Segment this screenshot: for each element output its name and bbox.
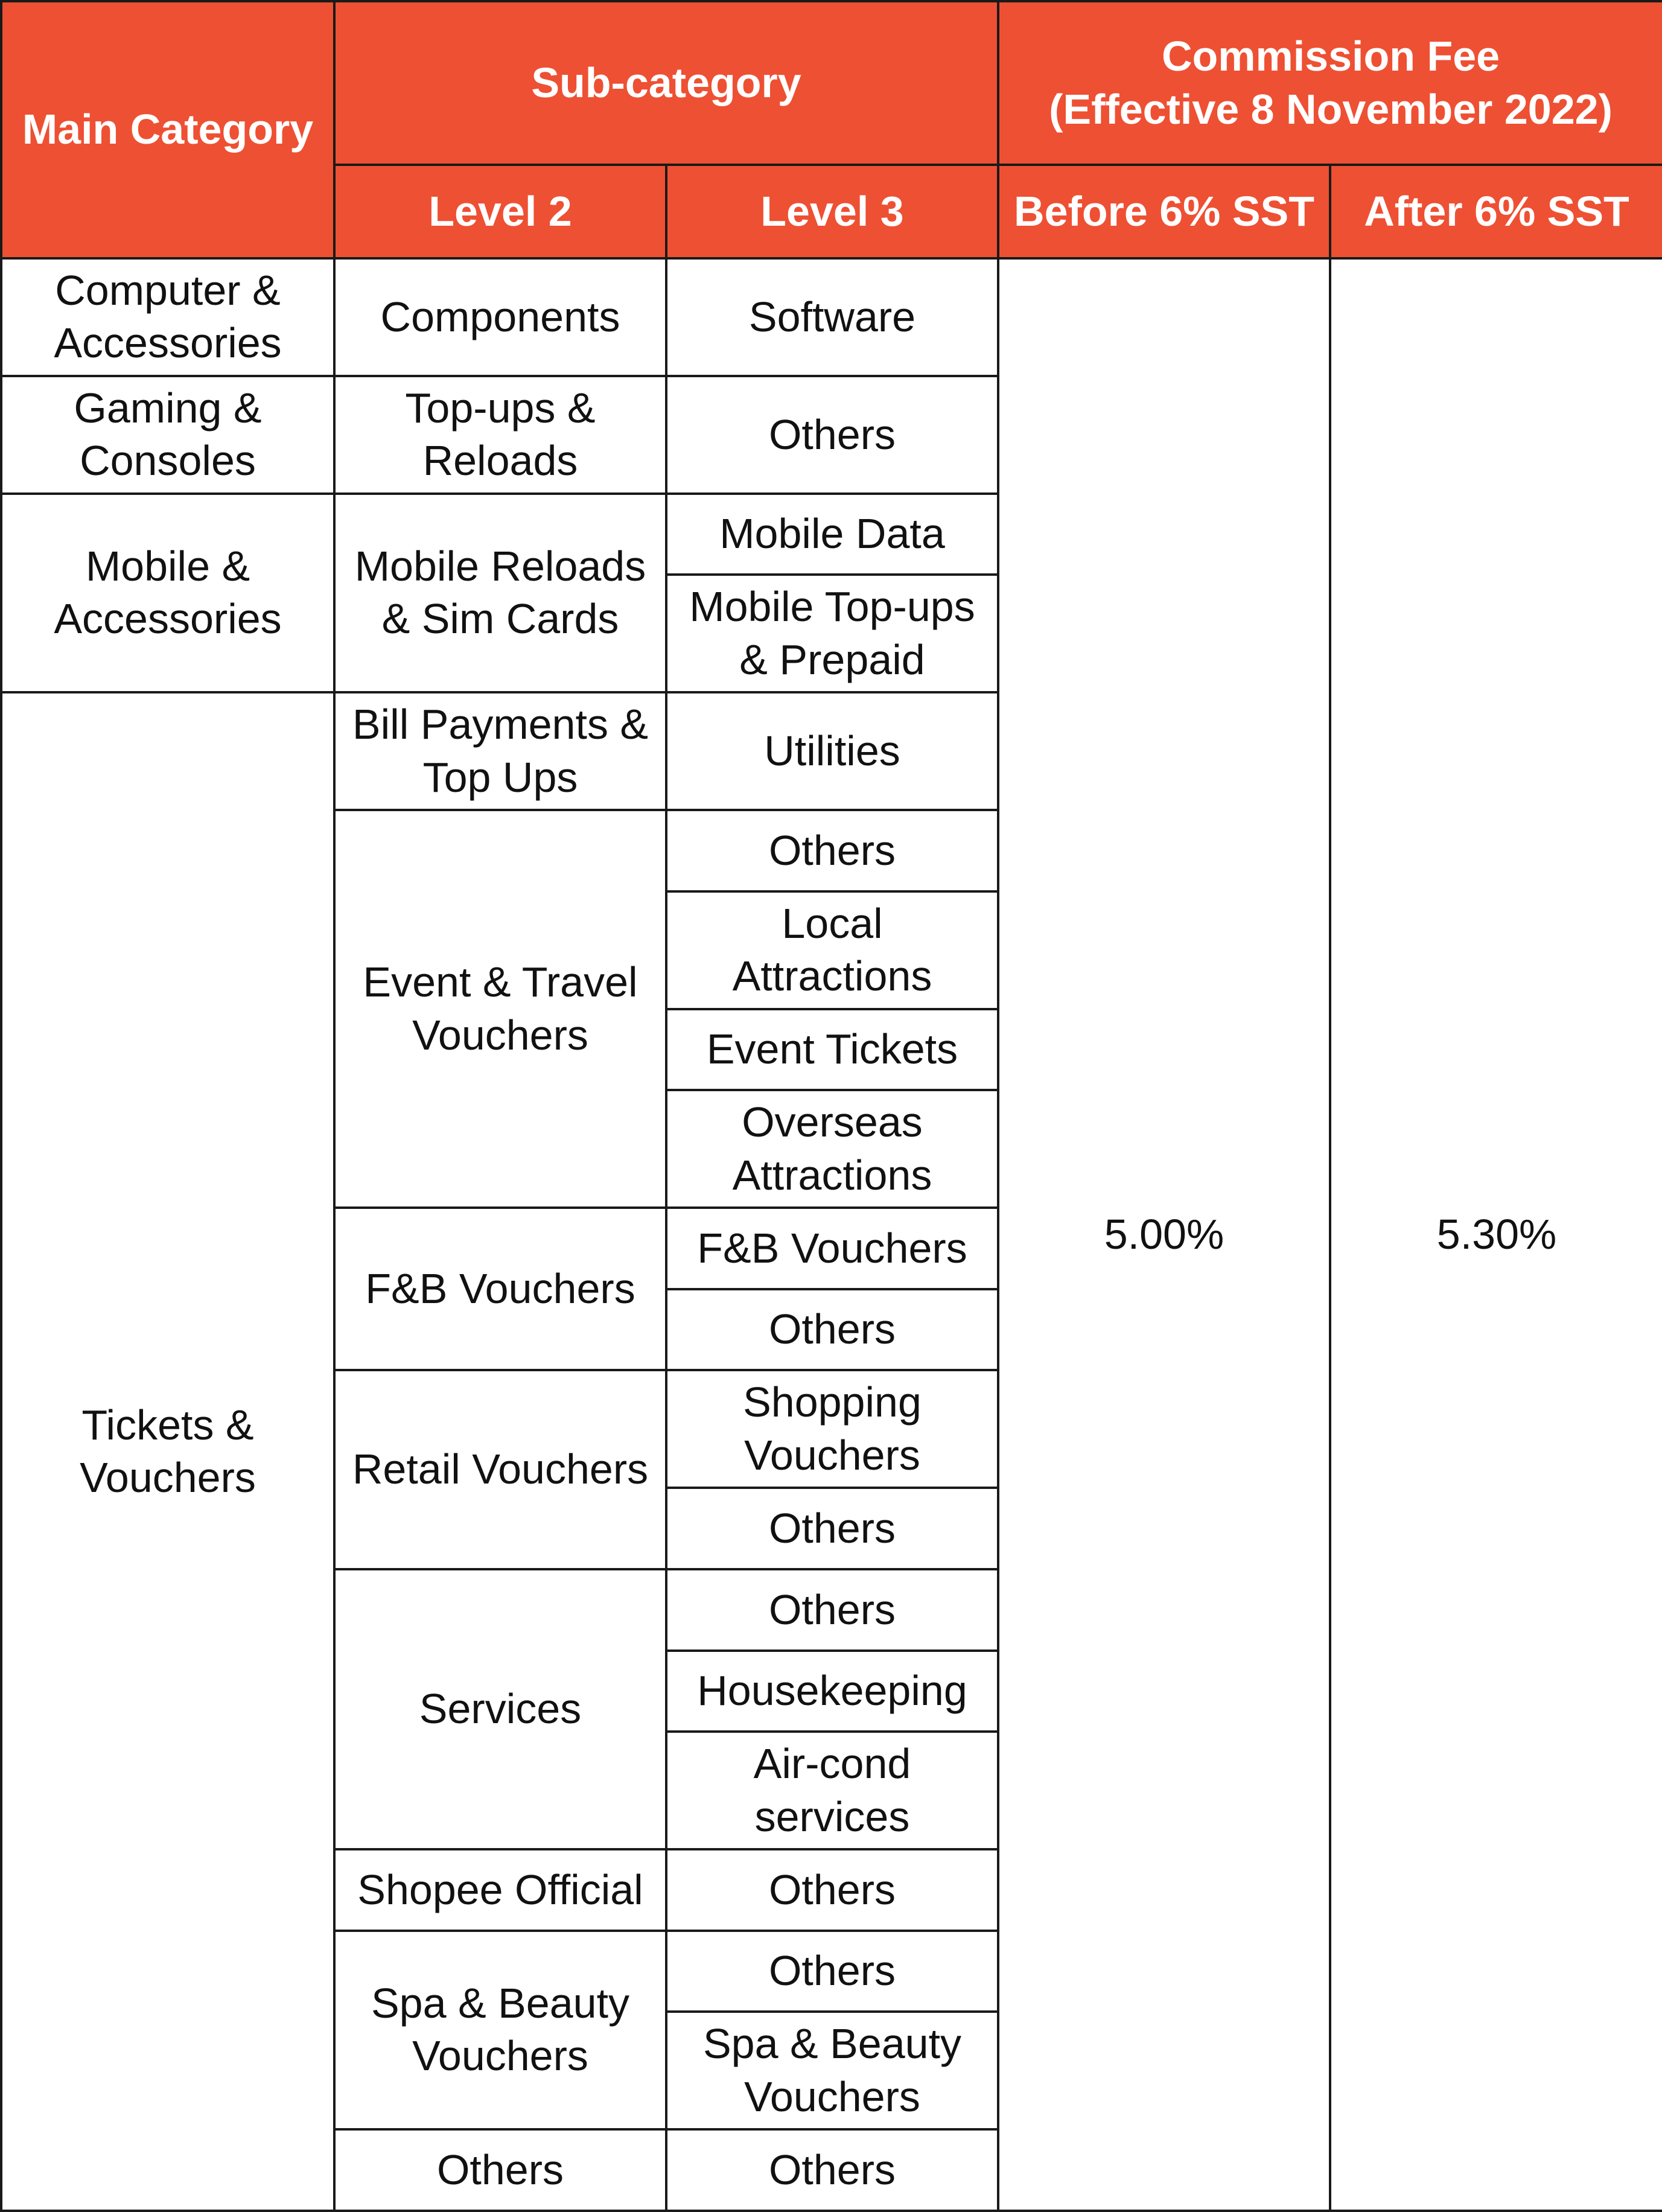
level3-cell: Local Attractions — [666, 891, 998, 1009]
level3-cell: Spa & Beauty Vouchers — [666, 2012, 998, 2129]
header-level-3: Level 3 — [666, 165, 998, 258]
header-main-category: Main Category — [1, 1, 334, 258]
main-category-cell: Mobile & Accessories — [1, 494, 334, 693]
header-commission-fee: Commission Fee (Effective 8 November 2022) — [998, 1, 1662, 165]
level2-cell: Retail Vouchers — [334, 1370, 666, 1569]
level3-cell: Others — [666, 1289, 998, 1371]
header-sub-category: Sub-category — [334, 1, 998, 165]
main-category-cell: Tickets & Vouchers — [1, 692, 334, 2211]
level3-cell: Mobile Top-ups & Prepaid — [666, 575, 998, 692]
level2-cell: Services — [334, 1569, 666, 1849]
level3-cell: Overseas Attractions — [666, 1090, 998, 1208]
level3-cell: Air-cond services — [666, 1732, 998, 1849]
level3-cell: Software — [666, 258, 998, 376]
main-category-cell: Gaming & Consoles — [1, 376, 334, 494]
level2-cell: Event & Travel Vouchers — [334, 810, 666, 1208]
level2-cell: Bill Payments & Top Ups — [334, 692, 666, 810]
main-category-cell: Computer & Accessories — [1, 258, 334, 376]
after-sst-fee-cell: 5.30% — [1330, 258, 1662, 2211]
level3-cell: Others — [666, 810, 998, 891]
level3-cell: Others — [666, 2129, 998, 2211]
level3-cell: Others — [666, 1488, 998, 1569]
level2-cell: Components — [334, 258, 666, 376]
level3-cell: Shopping Vouchers — [666, 1370, 998, 1488]
level3-cell: F&B Vouchers — [666, 1208, 998, 1289]
level2-cell: F&B Vouchers — [334, 1208, 666, 1370]
table-row — [1, 258, 1662, 376]
level2-cell: Shopee Official — [334, 1849, 666, 1931]
level3-cell: Event Tickets — [666, 1009, 998, 1091]
header-level-2: Level 2 — [334, 165, 666, 258]
level2-cell: Top-ups & Reloads — [334, 376, 666, 494]
header-before-sst: Before 6% SST — [998, 165, 1330, 258]
level3-cell: Others — [666, 376, 998, 494]
level3-cell: Others — [666, 1569, 998, 1651]
level3-cell: Utilities — [666, 692, 998, 810]
level3-cell: Mobile Data — [666, 494, 998, 575]
level3-cell: Others — [666, 1931, 998, 2012]
header-after-sst: After 6% SST — [1330, 165, 1662, 258]
header-row-1 — [1, 1, 1662, 165]
level3-cell: Others — [666, 1849, 998, 1931]
level2-cell: Mobile Reloads & Sim Cards — [334, 494, 666, 693]
level2-cell: Others — [334, 2129, 666, 2211]
before-sst-fee-cell: 5.00% — [998, 258, 1330, 2211]
level3-cell: Housekeeping — [666, 1651, 998, 1732]
level2-cell: Spa & Beauty Vouchers — [334, 1931, 666, 2130]
